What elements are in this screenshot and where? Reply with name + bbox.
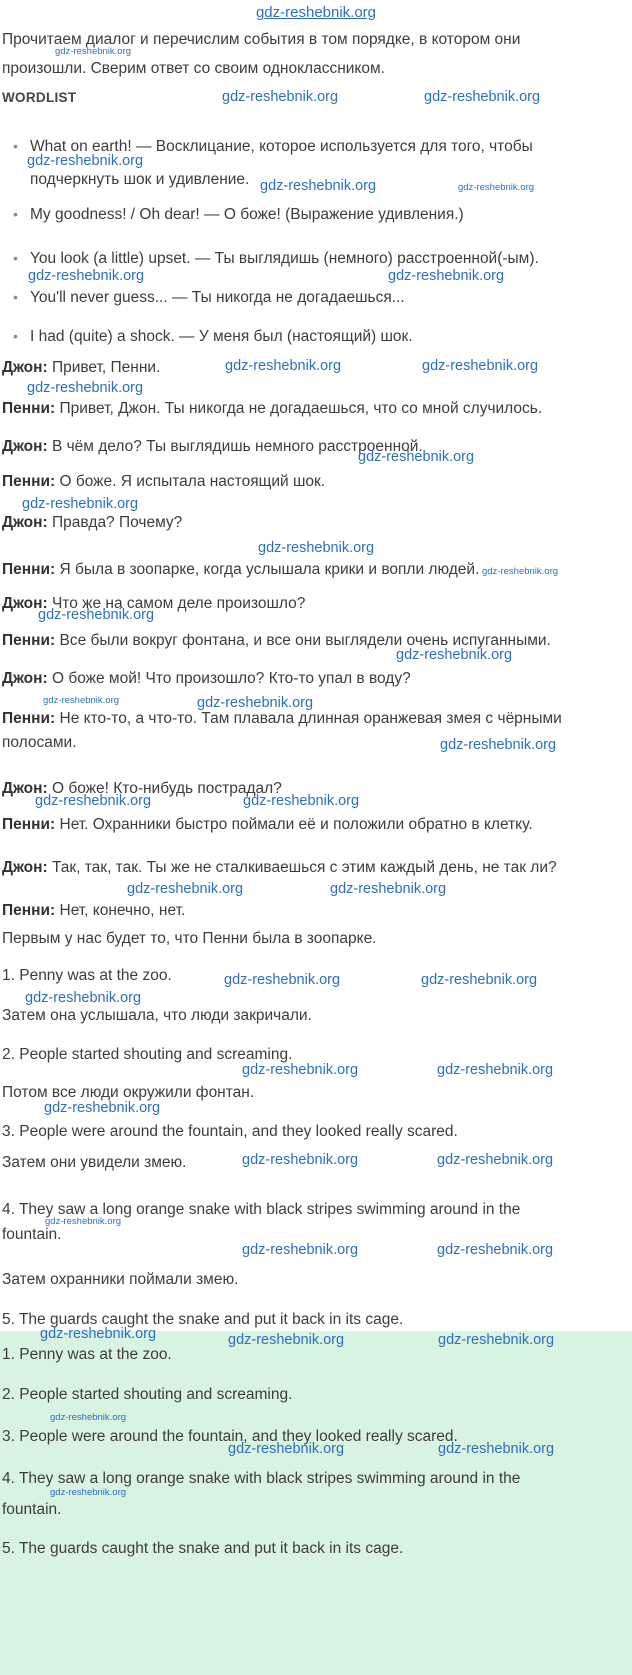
intro-line: произошли. Сверим ответ со своим одноклассником. <box>2 60 385 77</box>
watermark: gdz-reshebnik.org <box>438 1441 555 1457</box>
speaker-name: Пенни: <box>2 710 56 727</box>
dialog-line <box>2 815 533 834</box>
dialog-line-continued: полосами. <box>2 734 77 751</box>
answer-line: 1. Penny was at the zoo. <box>2 967 172 984</box>
sequence-note: Затем они увидели змею. <box>2 1154 187 1171</box>
answer-panel <box>0 1331 632 1675</box>
watermark: gdz-reshebnik.org <box>224 972 341 988</box>
final-answer: 5. The guards caught the snake and put it back in its cage. <box>2 1540 404 1557</box>
speaker-name: Джон: <box>2 359 48 376</box>
watermark: gdz-reshebnik.org <box>197 695 314 711</box>
watermark: gdz-reshebnik.org <box>50 1487 127 1498</box>
dialog-line <box>2 358 160 377</box>
watermark: gdz-reshebnik.org <box>44 1100 161 1116</box>
watermark: gdz-reshebnik.org <box>437 1242 554 1258</box>
wordlist-item: • My goodness! / Oh dear! — О боже! (Выражение удивления.) <box>30 206 464 224</box>
watermark: gdz-reshebnik.org <box>55 46 132 57</box>
watermark: gdz-reshebnik.org <box>358 449 475 465</box>
watermark: gdz-reshebnik.org <box>228 1441 345 1457</box>
watermark: gdz-reshebnik.org <box>45 1216 122 1227</box>
final-answer-continued: fountain. <box>2 1501 62 1518</box>
dialog-text: Привет, Джон. Ты никогда не догадаешься, что со мной случилось. <box>59 400 543 417</box>
dialog-text: Нет, конечно, нет. <box>59 902 186 919</box>
watermark: gdz-reshebnik.org <box>228 1332 345 1348</box>
final-answer: 1. Penny was at the zoo. <box>2 1346 172 1363</box>
wordlist-item: • What on earth! — Восклицание, которое используется для того, чтобы <box>30 138 533 156</box>
dialog-line <box>2 709 562 728</box>
dialog-line <box>2 669 411 688</box>
watermark: gdz-reshebnik.org <box>27 153 144 169</box>
watermark: gdz-reshebnik.org <box>440 737 557 753</box>
speaker-name: Джон: <box>2 514 48 531</box>
dialog-text: Что же на самом деле произошло? <box>51 595 306 612</box>
watermark: gdz-reshebnik.org <box>242 1062 359 1078</box>
dialog-line <box>2 858 557 877</box>
watermark: gdz-reshebnik.org <box>222 89 339 105</box>
dialog-line <box>2 399 542 418</box>
sequence-note: Затем охранники поймали змею. <box>2 1271 239 1288</box>
watermark: gdz-reshebnik.org <box>22 496 139 512</box>
watermark: gdz-reshebnik.org <box>38 607 155 623</box>
speaker-name: Пенни: <box>2 561 56 578</box>
dialog-line <box>2 560 479 579</box>
watermark: gdz-reshebnik.org <box>127 881 244 897</box>
site-link[interactable]: gdz-reshebnik.org <box>255 4 377 21</box>
watermark: gdz-reshebnik.org <box>388 268 505 284</box>
speaker-name: Пенни: <box>2 902 56 919</box>
speaker-name: Джон: <box>2 595 48 612</box>
dialog-line <box>2 472 325 491</box>
wordlist-item: • I had (quite) a shock. — У меня был (настоящий) шок. <box>30 328 413 346</box>
answer-line: 4. They saw a long orange snake with black stripes swimming around in the <box>2 1201 521 1218</box>
speaker-name: Пенни: <box>2 632 56 649</box>
watermark: gdz-reshebnik.org <box>50 1412 127 1423</box>
watermark: gdz-reshebnik.org <box>458 182 535 193</box>
answer-line: 5. The guards caught the snake and put it back in its cage. <box>2 1311 404 1328</box>
speaker-name: Пенни: <box>2 816 56 833</box>
watermark: gdz-reshebnik.org <box>43 695 120 706</box>
speaker-name: Пенни: <box>2 473 56 490</box>
answer-line-continued: fountain. <box>2 1226 62 1243</box>
wordlist-heading: WORDLIST <box>2 90 77 105</box>
watermark: gdz-reshebnik.org <box>421 972 538 988</box>
sequence-note: Потом все люди окружили фонтан. <box>2 1084 255 1101</box>
watermark: gdz-reshebnik.org <box>330 881 447 897</box>
dialog-text: Так, так, так. Ты же не сталкиваешься с этим каждый день, не так ли? <box>51 859 557 876</box>
watermark: gdz-reshebnik.org <box>40 1326 157 1342</box>
final-answer: 3. People were around the fountain, and they looked really scared. <box>2 1428 458 1445</box>
speaker-name: Джон: <box>2 438 48 455</box>
dialog-text: Нет. Охранники быстро поймали её и положили обратно в клетку. <box>59 816 533 833</box>
answer-line: 2. People started shouting and screaming. <box>2 1046 293 1063</box>
intro-line: Прочитаем диалог и перечислим события в том порядке, в котором они <box>2 31 521 48</box>
watermark: gdz-reshebnik.org <box>243 793 360 809</box>
dialog-line <box>2 901 185 920</box>
watermark: gdz-reshebnik.org <box>27 380 144 396</box>
watermark: gdz-reshebnik.org <box>422 358 539 374</box>
watermark: gdz-reshebnik.org <box>396 647 513 663</box>
watermark: gdz-reshebnik.org <box>225 358 342 374</box>
watermark: gdz-reshebnik.org <box>242 1242 359 1258</box>
dialog-line <box>2 513 182 532</box>
watermark: gdz-reshebnik.org <box>482 566 559 577</box>
sequence-note: Первым у нас будет то, что Пенни была в зоопарке. <box>2 930 377 947</box>
site-header <box>0 4 632 21</box>
speaker-name: Джон: <box>2 670 48 687</box>
wordlist-item: • You look (a little) upset. — Ты выглядишь (немного) расстроенной(-ым). <box>30 250 539 268</box>
watermark: gdz-reshebnik.org <box>25 990 142 1006</box>
watermark: gdz-reshebnik.org <box>438 1332 555 1348</box>
dialog-text: Не кто-то, а что-то. Там плавала длинная оранжевая змея с чёрными <box>59 710 562 727</box>
dialog-text: О боже! Кто-нибудь пострадал? <box>51 780 282 797</box>
watermark: gdz-reshebnik.org <box>437 1152 554 1168</box>
watermark: gdz-reshebnik.org <box>258 540 375 556</box>
sequence-note: Затем она услышала, что люди закричали. <box>2 1007 312 1024</box>
dialog-text: Правда? Почему? <box>51 514 183 531</box>
watermark: gdz-reshebnik.org <box>424 89 541 105</box>
final-answer: 2. People started shouting and screaming. <box>2 1386 293 1403</box>
dialog-text: О боже мой! Что произошло? Кто-то упал в воду? <box>51 670 411 687</box>
watermark: gdz-reshebnik.org <box>35 793 152 809</box>
dialog-text: Привет, Пенни. <box>51 359 161 376</box>
dialog-text: О боже. Я испытала настоящий шок. <box>59 473 326 490</box>
watermark: gdz-reshebnik.org <box>242 1152 359 1168</box>
final-answer: 4. They saw a long orange snake with black stripes swimming around in the <box>2 1470 521 1487</box>
watermark: gdz-reshebnik.org <box>437 1062 554 1078</box>
dialog-text: Я была в зоопарке, когда услышала крики и вопли людей. <box>59 561 480 578</box>
dialog-text: Все были вокруг фонтана, и все они выглядели очень испуганными. <box>59 632 551 649</box>
watermark: gdz-reshebnik.org <box>28 268 145 284</box>
watermark: gdz-reshebnik.org <box>260 178 377 194</box>
dialog-text: В чём дело? Ты выглядишь немного расстроенной. <box>51 438 423 455</box>
wordlist-item-continued: подчеркнуть шок и удивление. <box>30 171 250 188</box>
speaker-name: Пенни: <box>2 400 56 417</box>
answer-line: 3. People were around the fountain, and they looked really scared. <box>2 1123 458 1140</box>
speaker-name: Джон: <box>2 859 48 876</box>
speaker-name: Джон: <box>2 780 48 797</box>
wordlist-item: • You'll never guess... — Ты никогда не догадаешься... <box>30 289 405 307</box>
